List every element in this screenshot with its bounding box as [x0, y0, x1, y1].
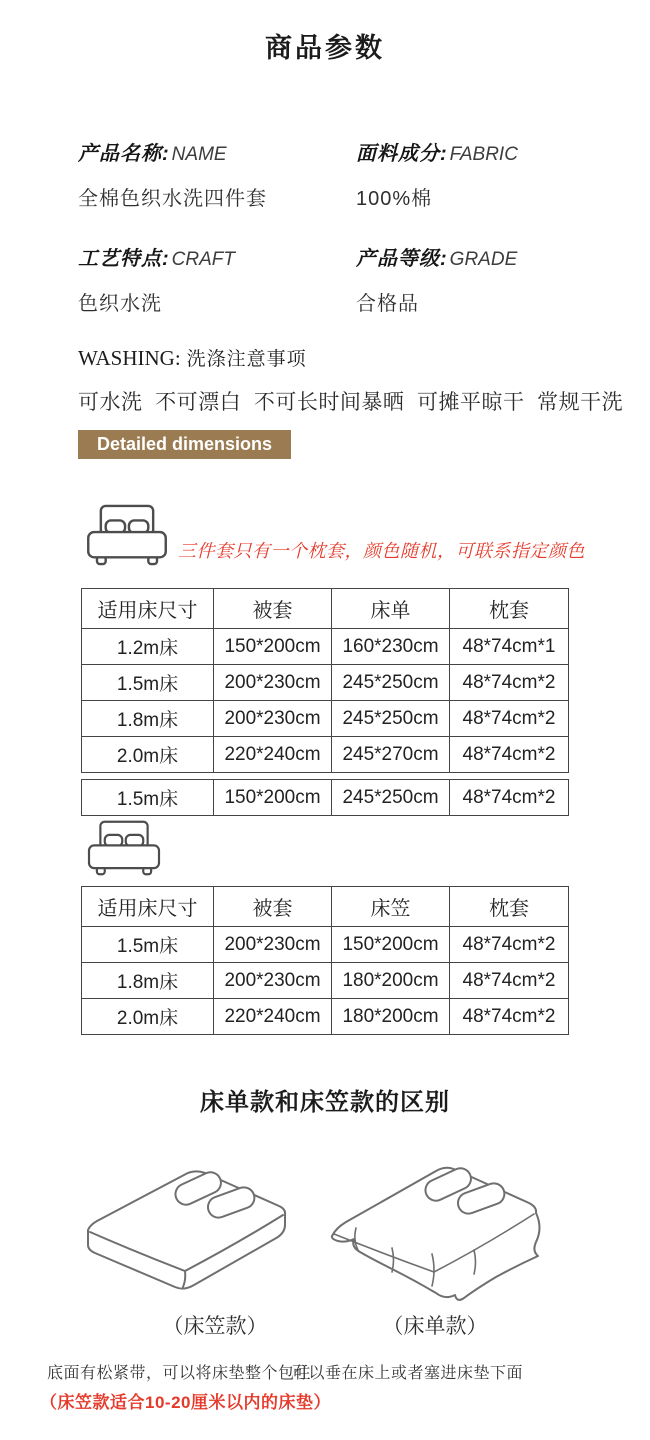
table-cell: 150*200cm — [332, 927, 450, 963]
spec-name-value: 全棉色织水洗四件套 — [78, 188, 267, 210]
spec-grade — [356, 242, 517, 271]
spec-craft-value: 色织水洗 — [78, 293, 162, 315]
spec-fabric-label-en: FABRIC — [449, 144, 518, 165]
table-cell: 48*74cm*2 — [450, 963, 569, 999]
fitted-sheet-bed-illustration — [78, 1152, 300, 1304]
spec-craft — [78, 242, 235, 271]
table-cell: 1.5m床 — [82, 665, 214, 701]
table-row — [82, 629, 569, 665]
table-header-row — [82, 589, 569, 629]
table-row — [82, 737, 569, 773]
table-cell: 1.5m床 — [82, 927, 214, 963]
table-cell: 48*74cm*2 — [450, 737, 569, 773]
table-cell: 245*250cm — [332, 701, 450, 737]
table-cell: 245*250cm — [332, 780, 450, 816]
spec-name — [78, 137, 227, 166]
flat-sheet-bed-illustration — [324, 1148, 560, 1308]
table-cell: 48*74cm*2 — [450, 701, 569, 737]
table-cell: 48*74cm*2 — [450, 780, 569, 816]
flat-sheet-size-table-extra-row — [81, 779, 569, 816]
table-cell: 245*270cm — [332, 737, 450, 773]
spec-name-label-en: NAME — [171, 144, 227, 165]
col-header-bed-size: 适用床尺寸 — [82, 887, 214, 927]
col-header-fitted-sheet: 床笠 — [332, 887, 450, 927]
col-header-bed-size: 适用床尺寸 — [82, 589, 214, 629]
spec-fabric-label: 面料成分: — [356, 143, 448, 165]
table-cell: 220*240cm — [214, 737, 332, 773]
col-header-duvet-cover: 被套 — [214, 589, 332, 629]
table-cell: 160*230cm — [332, 629, 450, 665]
double-bed-icon — [84, 820, 164, 876]
flat-sheet-size-table — [81, 588, 569, 773]
double-bed-icon — [85, 504, 169, 566]
spec-grade-label-en: GRADE — [449, 249, 518, 270]
table-cell: 1.8m床 — [82, 701, 214, 737]
col-header-flat-sheet: 床单 — [332, 589, 450, 629]
comparison-title: 床单款和床笠款的区别 — [200, 1089, 450, 1116]
table-row — [82, 780, 569, 816]
fitted-sheet-description: 底面有松紧带，可以将床垫整个包住 — [47, 1365, 312, 1382]
detailed-dimensions-banner: Detailed dimensions — [78, 430, 291, 459]
col-header-pillowcase: 枕套 — [450, 589, 569, 629]
col-header-duvet-cover: 被套 — [214, 887, 332, 927]
table-row — [82, 999, 569, 1035]
washing-label-en: WASHING: — [78, 346, 181, 370]
table-cell: 180*200cm — [332, 963, 450, 999]
table-cell: 48*74cm*2 — [450, 665, 569, 701]
table-cell: 2.0m床 — [82, 737, 214, 773]
table-cell: 200*230cm — [214, 927, 332, 963]
table-row — [82, 963, 569, 999]
table-cell: 180*200cm — [332, 999, 450, 1035]
fitted-sheet-caption: （床笠款） — [162, 1315, 268, 1338]
table-cell: 48*74cm*2 — [450, 927, 569, 963]
spec-craft-label: 工艺特点: — [78, 248, 170, 270]
fitted-sheet-mattress-note: （床笠款适合10-20厘米以内的床垫） — [40, 1393, 331, 1412]
flat-sheet-caption: （床单款） — [382, 1315, 488, 1338]
spec-craft-label-en: CRAFT — [171, 249, 235, 270]
table-header-row — [82, 887, 569, 927]
spec-grade-label: 产品等级: — [356, 248, 448, 270]
page-title: 商品参数 — [265, 33, 385, 63]
table-cell: 1.8m床 — [82, 963, 214, 999]
pillowcase-color-note: 三件套只有一个枕套，颜色随机，可联系指定颜色 — [178, 541, 585, 561]
flat-sheet-description: 可以垂在床上或者塞进床垫下面 — [292, 1365, 524, 1382]
table-cell: 200*230cm — [214, 963, 332, 999]
washing-heading — [78, 344, 307, 371]
table-row — [82, 665, 569, 701]
table-cell: 1.5m床 — [82, 780, 214, 816]
table-cell: 2.0m床 — [82, 999, 214, 1035]
table-cell: 245*250cm — [332, 665, 450, 701]
col-header-pillowcase: 枕套 — [450, 887, 569, 927]
table-cell: 220*240cm — [214, 999, 332, 1035]
spec-grade-value: 合格品 — [356, 293, 419, 315]
table-cell: 48*74cm*2 — [450, 999, 569, 1035]
spec-fabric-value: 100%棉 — [356, 188, 433, 210]
table-cell: 1.2m床 — [82, 629, 214, 665]
table-cell: 200*230cm — [214, 665, 332, 701]
table-cell: 150*200cm — [214, 629, 332, 665]
table-row — [82, 701, 569, 737]
table-row — [82, 927, 569, 963]
spec-fabric — [356, 137, 518, 166]
table-cell: 48*74cm*1 — [450, 629, 569, 665]
washing-label-cn: 洗涤注意事项 — [186, 349, 307, 370]
fitted-sheet-size-table — [81, 886, 569, 1035]
table-cell: 150*200cm — [214, 780, 332, 816]
washing-instructions: 可水洗 不可漂白 不可长时间暴晒 可摊平晾干 常规干洗 — [78, 391, 624, 414]
spec-name-label: 产品名称: — [78, 143, 170, 165]
table-cell: 200*230cm — [214, 701, 332, 737]
